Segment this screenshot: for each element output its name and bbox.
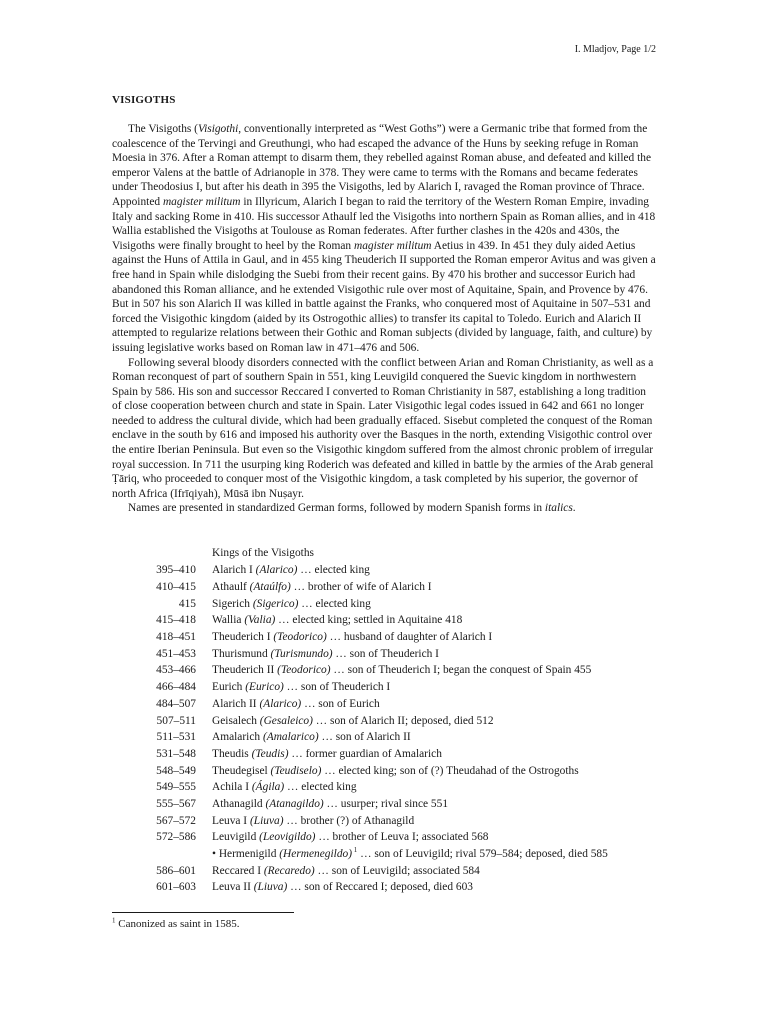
footnote-text: Canonized as saint in 1585. [115, 918, 240, 930]
spanish-name: (Ataúlfo) [249, 581, 291, 594]
spanish-name: (Teodorico) [273, 631, 327, 644]
kings-list-title: Kings of the Visigoths [212, 547, 314, 559]
document-title: VISIGOTHS [112, 94, 176, 106]
paragraph [112, 122, 656, 356]
king-name: Amalarich [212, 731, 261, 744]
king-name: Geisalech [212, 714, 257, 727]
spanish-name: (Teodorico) [277, 664, 331, 677]
text-run: Names are presented in standardized German forms, followed by modern Spanish forms in [128, 502, 545, 515]
reign-years: 548–549 [156, 764, 196, 777]
king-entry [212, 731, 411, 743]
king-name: Athanagild [212, 797, 263, 810]
king-name: Sigerich [212, 597, 250, 610]
king-row [130, 829, 608, 846]
spanish-name: (Alarico) [259, 697, 302, 710]
reign-years: 453–466 [156, 664, 196, 677]
king-row [130, 562, 608, 579]
spanish-name: (Liuva) [249, 814, 284, 827]
reign-years: 567–572 [156, 814, 196, 827]
footnote [112, 918, 240, 930]
reign-years: 586–601 [156, 864, 196, 877]
king-description: … husband of daughter of Alarich I [326, 631, 493, 644]
king-entry [212, 664, 591, 676]
text-run: , conventionally interpreted as “West Goths”) were a Germanic tribe that formed from the coalescence of the Tervingi and Greuthungi, who had escaped the advance of the Huns by seeking refuge in Roman Moesia in 376. After a Roman attempt to disarm them, they rebelled against Roman abuse, and defeated and killed the emperor Valens at the battle of Adrianople in 378. They were came to terms with the Romans and became federates under Theodosius I, but after his death in 395 the Visigoths, led by Alarich I, ravaged the Roman province of Thrace. Appointed [112, 123, 652, 208]
king-description: … usurper; rival since 551 [323, 797, 449, 810]
text-run: in Illyricum, Alarich I began to raid the territory of the Western Roman Empire, invading Italy and sacking Rome in 410. His successor Athaulf led the Visigoths into northern Spain as Roman allies, and in 418 Wallia established the Visigoths at Toulouse as Roman federates. After further clashes in the 420s and 430s, the Visigoths were finally brought to heel by the Roman [112, 195, 656, 252]
reign-years: 511–531 [156, 731, 196, 744]
kings-list [130, 546, 608, 896]
king-row [130, 779, 608, 796]
paragraph [112, 501, 656, 516]
reign-years: 549–555 [156, 781, 196, 794]
king-entry [212, 848, 608, 860]
text-run: The Visigoths ( [128, 123, 198, 135]
king-row [130, 679, 608, 696]
king-row [130, 746, 608, 763]
reign-years: 410–415 [156, 581, 196, 594]
king-entry [212, 648, 439, 660]
text-run: Aetius in 439. In 451 they duly aided Aetius against the Huns of Attila in Gaul, and in 455 king Theuderich II supported the Roman emperor Avitus and was given a free hand in Spain while dislodging the Suebi from their recent gains. By 470 his brother and successor Eurich had abandoned this Roman alliance, and he extended Visigothic rule over most of Aquitaine, Spain, and Provence by 476. But in 507 his son Alarich II was killed in battle against the Franks, who conquered most of Aquitaine in 507–531 and forced the Visigothic kingdom (aided by its Ostrogothic allies) to transfer its capital to Toledo. Eurich and Alarich II attempted to regularize relations between their Gothic and Roman subjects (divided by language, faith, and culture) by issuing legislative works based on Roman law in 471–476 and 506. [112, 239, 656, 354]
king-row [130, 612, 608, 629]
king-row [130, 662, 608, 679]
italic-run: Visigothi [197, 123, 239, 135]
king-entry [212, 831, 489, 843]
spanish-name: (Valia) [244, 614, 276, 627]
king-name: Leuva II [212, 881, 251, 894]
king-description: … son of Leuvigild; associated 584 [314, 864, 480, 877]
king-entry [212, 815, 414, 827]
king-description: … elected king [297, 564, 370, 577]
king-row [130, 812, 608, 829]
spanish-name: (Atanagildo) [265, 797, 324, 810]
reign-years: 415–418 [156, 614, 196, 627]
reign-years: 395–410 [156, 564, 196, 577]
king-row [130, 696, 608, 713]
spanish-name: (Teudiselo) [270, 764, 322, 777]
king-row [130, 579, 608, 596]
king-description: … son of Leuvigild; rival 579–584; deposed, died 585 [357, 848, 608, 861]
king-row [130, 645, 608, 662]
king-description: … son of Theuderich I [283, 681, 391, 694]
king-name: Theuderich I [212, 631, 271, 644]
king-entry [212, 581, 432, 593]
spanish-name: (Eurico) [245, 681, 284, 694]
footnote-rule [112, 912, 294, 913]
spanish-name: (Recaredo) [263, 864, 315, 877]
spanish-name: (Amalarico) [262, 731, 319, 744]
king-entry [212, 781, 357, 793]
king-description: … son of Theuderich I; began the conquest of Spain 455 [330, 664, 592, 677]
king-entry [212, 715, 494, 727]
king-name: Leuvigild [212, 831, 257, 844]
reign-years: 466–484 [156, 681, 196, 694]
page-header: I. Mladjov, Page 1/2 [574, 44, 656, 55]
reign-years: 572–586 [156, 831, 196, 844]
king-description: … son of Alarich II [318, 731, 411, 744]
reign-years: 555–567 [156, 797, 196, 810]
king-row [130, 729, 608, 746]
king-name: Theudis [212, 747, 249, 760]
reign-years: 601–603 [156, 881, 196, 894]
paragraph [112, 356, 656, 502]
spanish-name: (Alarico) [255, 564, 298, 577]
king-description: … elected king; son of (?) Theudahad of the Ostrogoths [321, 764, 579, 777]
spanish-name: (Sigerico) [252, 597, 299, 610]
kings-rows [130, 562, 608, 896]
spanish-name: (Ágila) [251, 781, 285, 794]
king-row [130, 712, 608, 729]
king-description: … son of Alarich II; deposed, died 512 [312, 714, 494, 727]
reign-years: 451–453 [156, 647, 196, 660]
king-entry [212, 865, 480, 877]
king-name: Wallia [212, 614, 242, 627]
king-name: Theudegisel [212, 764, 268, 777]
king-row [130, 595, 608, 612]
king-description: … brother of wife of Alarich I [290, 581, 432, 594]
reign-years: 507–511 [156, 714, 196, 727]
king-name: Thurismund [212, 647, 268, 660]
spanish-name: (Teudis) [251, 747, 289, 760]
king-row [130, 629, 608, 646]
king-description: … elected king [298, 597, 371, 610]
king-description: … elected king; settled in Aquitaine 418 [275, 614, 463, 627]
king-name: Eurich [212, 681, 243, 694]
italic-run: magister militum [162, 195, 241, 208]
footnote-ref: 1 [352, 846, 358, 855]
king-name: Reccared I [212, 864, 262, 877]
reign-years: 484–507 [156, 697, 196, 710]
spanish-name: (Hermenegildo) [279, 848, 353, 861]
king-entry [212, 798, 448, 810]
reign-years: 418–451 [156, 631, 196, 644]
king-entry [212, 614, 462, 626]
king-description: … brother (?) of Athanagild [283, 814, 415, 827]
spanish-name: (Leovigildo) [259, 831, 316, 844]
king-name: Athaulf [212, 581, 247, 594]
spanish-name: (Liuva) [253, 881, 288, 894]
king-entry [212, 881, 473, 893]
king-entry [212, 598, 371, 610]
king-entry [212, 564, 370, 576]
reign-years: 415 [178, 597, 196, 610]
text-run: Following several bloody disorders connected with the conflict between Arian and Roman Christianity, as well as a Roman reconquest of part of southern Spain in 551, king Leuvigild conquered the Suevic kingdom in northwestern Spain by 586. His son and successor Reccared I converted to Roman Christianity in 587, establishing a long tradition of close cooperation between church and state in Spain. Later Visigothic legal codes issued in 642 and 661 no longer needed to address the cultural divide, which had been gradually effaced. Sisebut completed the conquest of the Roman enclave in the south by 616 and imposed his authority over the Basques in the north, extending Visigothic control over the entire Iberian Peninsula. But even so the Visigothic kingdom suffered from the almost chronic problem of irregular royal succession. In 711 the usurping king Roderich was defeated and killed in battle by the armies of the Arab general Ṭāriq, who proceeded to conquer most of the Visigothic kingdom, a task completed by his superior, the governor of north Africa (Ifrīqiyah), Mūsā ibn Nuṣayr. [112, 356, 654, 500]
text-run: . [572, 502, 576, 515]
italic-run: italics [544, 502, 573, 515]
italic-run: magister militum [353, 239, 432, 252]
king-description: … elected king [284, 781, 357, 794]
king-name: Achila I [212, 781, 250, 794]
spanish-name: (Turismundo) [270, 647, 333, 660]
king-row [130, 762, 608, 779]
king-entry [212, 748, 442, 760]
king-row [130, 862, 608, 879]
king-name: Theuderich II [212, 664, 275, 677]
king-description: … son of Eurich [301, 697, 380, 710]
king-entry [212, 765, 579, 777]
king-description: … brother of Leuva I; associated 568 [315, 831, 489, 844]
king-name: Leuva I [212, 814, 248, 827]
king-entry [212, 631, 492, 643]
king-name: Alarich I [212, 564, 253, 577]
king-entry [212, 681, 390, 693]
body-text [112, 122, 656, 516]
king-name: • Hermenigild [212, 848, 277, 861]
king-row [130, 796, 608, 813]
king-row [130, 879, 608, 896]
king-description: … former guardian of Amalarich [288, 747, 442, 760]
king-name: Alarich II [212, 697, 257, 710]
reign-years: 531–548 [156, 747, 196, 760]
king-row [130, 846, 608, 863]
footnote-mark: 1 [112, 916, 116, 925]
king-entry [212, 698, 380, 710]
spanish-name: (Gesaleico) [259, 714, 313, 727]
king-description: … son of Theuderich I [332, 647, 439, 660]
king-description: … son of Reccared I; deposed, died 603 [287, 881, 473, 894]
